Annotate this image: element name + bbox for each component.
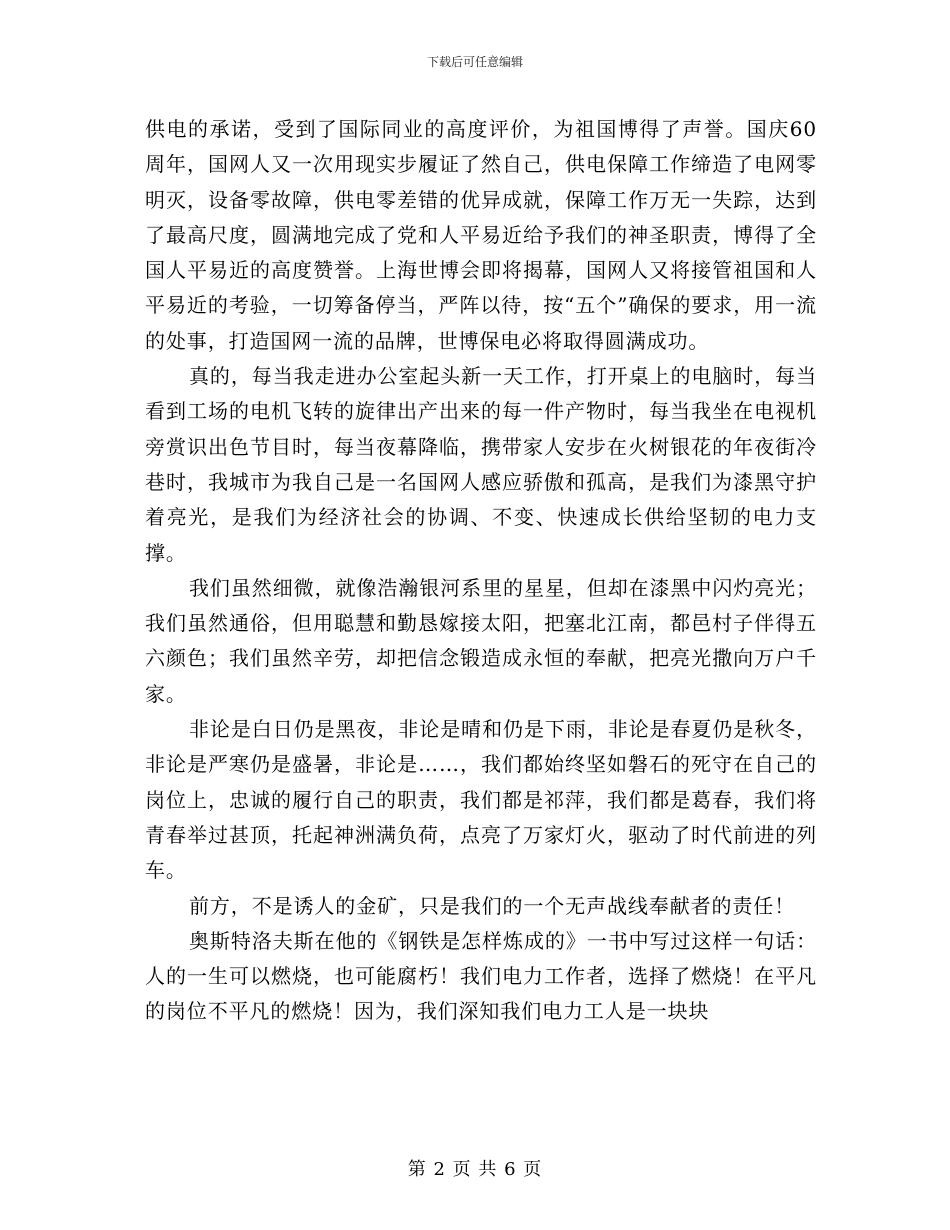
page-footer-page-number: 第 2 页 共 6 页 bbox=[407, 1159, 543, 1180]
paragraph-6: 奥斯特洛夫斯在他的《钢铁是怎样炼成的》一书中写过这样一句话：人的一生可以燃烧，也可能腐朽！我们电力工作者，选择了燃烧！在平凡的岗位不平凡的燃烧！因为，我们深知我们电力工人是一块块 bbox=[145, 928, 817, 1024]
paragraph-4: 非论是白日仍是黑夜，非论是晴和仍是下雨，非论是春夏仍是秋冬，非论是严寒仍是盛暑，非论是……，我们都始终坚如磐石的死守在自己的岗位上，忠诚的履行自己的职责，我们都是祁萍，我们都是葛春，我们将青春举过甚顶，托起神洲满负荷，点亮了万家灯火，驱动了时代前进的列车。 bbox=[145, 717, 817, 883]
paragraph-2: 真的，每当我走进办公室起头新一天工作，打开桌上的电脑时，每当看到工场的电机飞转的旋律出产出来的每一件产物时，每当我坐在电视机旁赏识出色节目时，每当夜幕降临，携带家人安步在火树银花的年夜街冷巷时，我城市为我自己是一名国网人感应骄傲和孤高，是我们为漆黑守护着亮光，是我们为经济社会的协调、不变、快速成长供给坚韧的电力支撑。 bbox=[145, 364, 817, 565]
paragraph-3: 我们虽然细微，就像浩瀚银河系里的星星，但却在漆黑中闪灼亮光；我们虽然通俗，但用聪慧和勤恳嫁接太阳，把塞北江南，都邑村子伴得五六颜色；我们虽然辛劳，却把信念锻造成永恒的奉献，把亮光撒向万户千家。 bbox=[145, 575, 817, 706]
document-body bbox=[145, 112, 817, 1030]
paragraph-1: 供电的承诺，受到了国际同业的高度评价，为祖国博得了声誉。国庆60周年，国网人又一次用现实步履证了然自己，供电保障工作缔造了电网零明灭，设备零故障，供电零差错的优异成就，保障工作万无一失踪，达到了最高尺度，圆满地完成了党和人平易近给予我们的神圣职责，博得了全国人平易近的高度赞誉。上海世博会即将揭幕，国网人又将接管祖国和人平易近的考验，一切筹备停当，严阵以待，按“五个”确保的要求，用一流的处事，打造国网一流的品牌，世博保电必将取得圆满成功。 bbox=[145, 117, 817, 353]
paragraph-5: 前方，不是诱人的金矿，只是我们的一个无声战线奉献者的责任！ bbox=[189, 893, 796, 918]
page-header: 下载后可任意编辑 bbox=[426, 55, 523, 69]
